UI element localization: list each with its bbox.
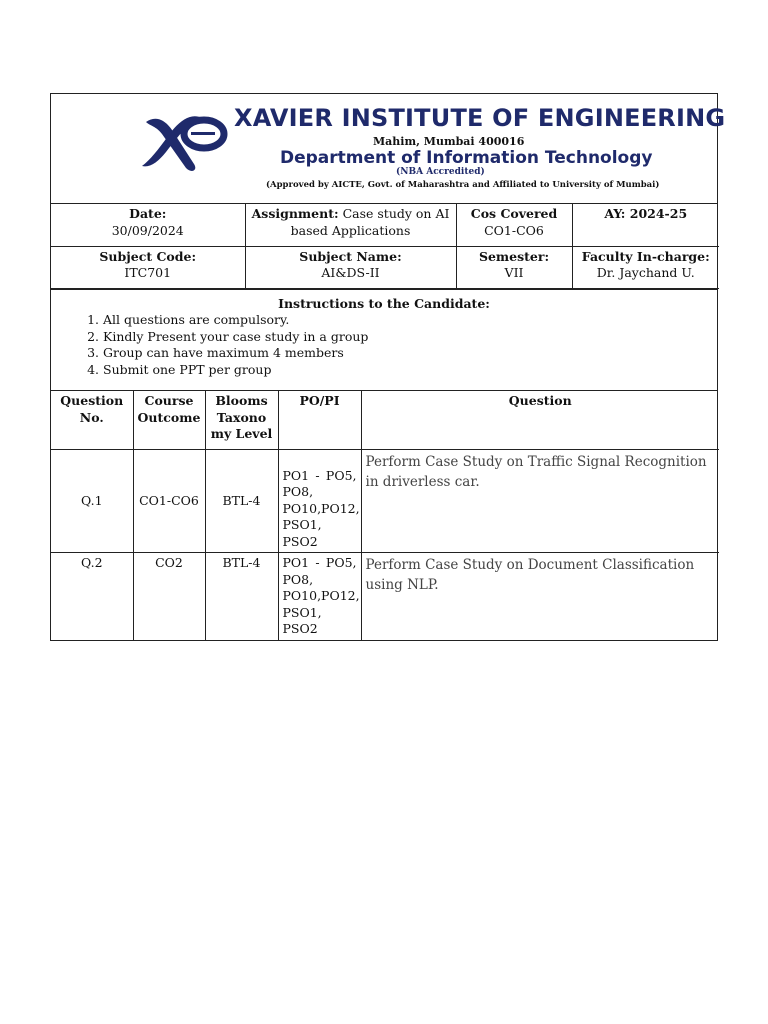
question-text: Perform Case Study on Document Classification using NLP. bbox=[361, 553, 719, 640]
blooms-level: BTL-4 bbox=[205, 553, 278, 640]
assignment-label: Assignment: bbox=[251, 206, 339, 221]
assignment-cell bbox=[245, 204, 456, 246]
institute-name: XAVIER INSTITUTE OF ENGINEERING bbox=[234, 104, 726, 132]
approval-note: (Approved by AICTE, Govt. of Maharashtra and Affiliated to University of Mumbai) bbox=[266, 180, 660, 190]
date-value: 30/09/2024 bbox=[111, 222, 184, 238]
accreditation-note: (NBA Accredited) bbox=[396, 167, 485, 177]
header-question-no: Question No. bbox=[51, 391, 133, 450]
subject-code-value: ITC701 bbox=[124, 265, 172, 280]
semester-value: VII bbox=[504, 265, 524, 280]
faculty-cell bbox=[572, 246, 719, 288]
subject-name-cell bbox=[245, 246, 456, 288]
assignment-sheet bbox=[50, 93, 726, 641]
cos-value: CO1-CO6 bbox=[484, 222, 544, 238]
course-outcome: CO1-CO6 bbox=[133, 450, 205, 553]
instruction-item: 4. Submit one PPT per group bbox=[103, 362, 717, 379]
question-text: Perform Case Study on Traffic Signal Recognition in driverless car. bbox=[361, 450, 719, 553]
date-cell bbox=[51, 204, 245, 246]
table-row bbox=[51, 450, 719, 553]
header-course-outcome: Course Outcome bbox=[133, 391, 205, 450]
instruction-item: 1. All questions are compulsory. bbox=[103, 312, 717, 329]
subject-name-value: AI&DS-II bbox=[321, 265, 380, 280]
semester-label: Semester: bbox=[478, 248, 550, 264]
faculty-value: Dr. Jaychand U. bbox=[596, 265, 695, 280]
po-pi: PO1 - PO5, PO8, PO10,PO12, PSO1, PSO2 bbox=[278, 450, 361, 553]
header-blooms-level: Blooms Taxono my Level bbox=[205, 391, 278, 450]
meta-row bbox=[51, 204, 719, 246]
assignment-meta-table bbox=[51, 204, 719, 289]
instructions-title: Instructions to the Candidate: bbox=[278, 295, 490, 311]
instruction-item: 2. Kindly Present your case study in a group bbox=[103, 329, 717, 346]
header-po-pi: PO/PI bbox=[278, 391, 361, 450]
question-number: Q.2 bbox=[51, 553, 133, 640]
instructions-section bbox=[51, 289, 717, 392]
cos-label: Cos Covered bbox=[470, 206, 558, 221]
course-outcome: CO2 bbox=[133, 553, 205, 640]
ay-cell bbox=[572, 204, 719, 246]
department-name: Department of Information Technology bbox=[280, 148, 653, 168]
table-row bbox=[51, 553, 719, 640]
po-pi: PO1 - PO5, PO8, PO10,PO12, PSO1, PSO2 bbox=[278, 553, 361, 640]
date-label: Date: bbox=[129, 206, 167, 221]
header-question: Question bbox=[361, 391, 719, 450]
assignment-value: Case study on AI based Applications bbox=[290, 206, 450, 238]
subject-code-cell bbox=[51, 246, 245, 288]
institute-location: Mahim, Mumbai 400016 bbox=[373, 135, 525, 148]
subject-name-label: Subject Name: bbox=[299, 248, 402, 264]
institute-logo-icon bbox=[136, 104, 232, 176]
blooms-level: BTL-4 bbox=[205, 450, 278, 553]
instructions-list bbox=[51, 312, 717, 378]
semester-cell bbox=[456, 246, 572, 288]
questions-table bbox=[51, 391, 719, 640]
institute-header bbox=[51, 94, 726, 204]
meta-row bbox=[51, 246, 719, 288]
instruction-item: 3. Group can have maximum 4 members bbox=[103, 345, 717, 362]
questions-header-row bbox=[51, 391, 719, 450]
faculty-label: Faculty In-charge: bbox=[581, 248, 710, 264]
subject-code-label: Subject Code: bbox=[99, 248, 197, 264]
cos-cell bbox=[456, 204, 572, 246]
academic-year-label: AY: 2024-25 bbox=[604, 206, 688, 221]
question-number: Q.1 bbox=[51, 450, 133, 553]
